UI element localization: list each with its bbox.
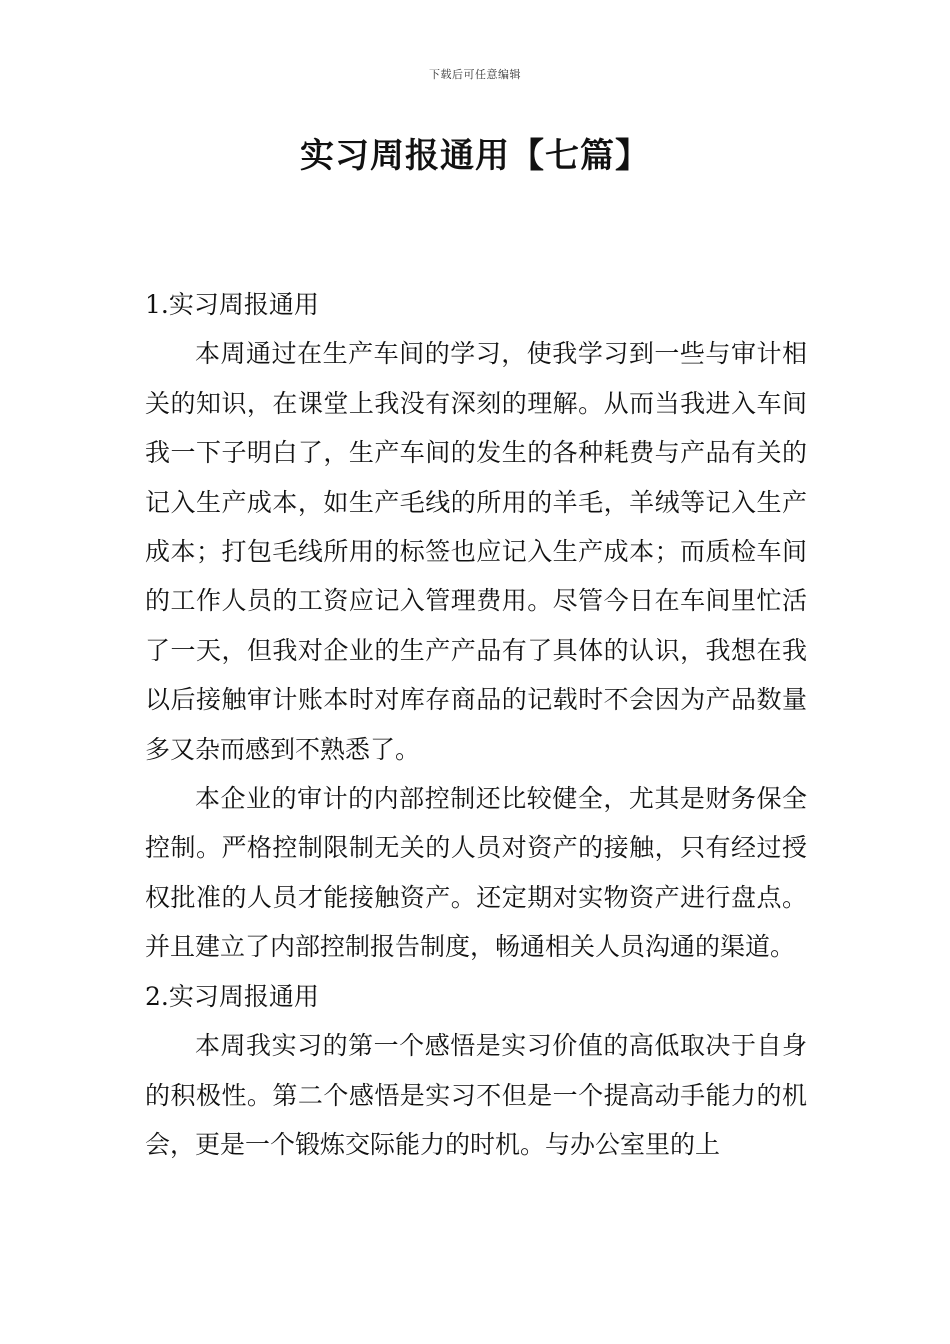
section-heading: 1.实习周报通用	[145, 290, 319, 319]
section-1	[145, 280, 807, 972]
paragraph: 本周通过在生产车间的学习，使我学习到一些与审计相关的知识，在课堂上我没有深刻的理解。从而当我进入车间我一下子明白了，生产车间的发生的各种耗费与产品有关的记入生产成本，如生产毛线的所用的羊毛，羊绒等记入生产成本；打包毛线所用的标签也应记入生产成本；而质检车间的工作人员的工资应记入管理费用。尽管今日在车间里忙活了一天，但我对企业的生产产品有了具体的认识，我想在我以后接触审计账本时对库存商品的记载时不会因为产品数量多又杂而感到不熟悉了。	[145, 339, 807, 764]
paragraph: 本企业的审计的内部控制还比较健全，尤其是财务保全控制。严格控制限制无关的人员对资产的接触，只有经过授权批准的人员才能接触资产。还定期对实物资产进行盘点。并且建立了内部控制报告制度，畅通相关人员沟通的渠道。	[145, 784, 807, 962]
document-title: 实习周报通用【七篇】	[300, 136, 650, 176]
document-body	[145, 280, 807, 1169]
page-header-note: 下载后可任意编辑	[429, 68, 521, 81]
section-2	[145, 972, 807, 1170]
section-heading: 2.实习周报通用	[145, 981, 319, 1011]
paragraph: 本周我实习的第一个感悟是实习价值的高低取决于自身的积极性。第二个感悟是实习不但是一个提高动手能力的机会，更是一个锻炼交际能力的时机。与办公室里的上	[145, 1031, 807, 1159]
